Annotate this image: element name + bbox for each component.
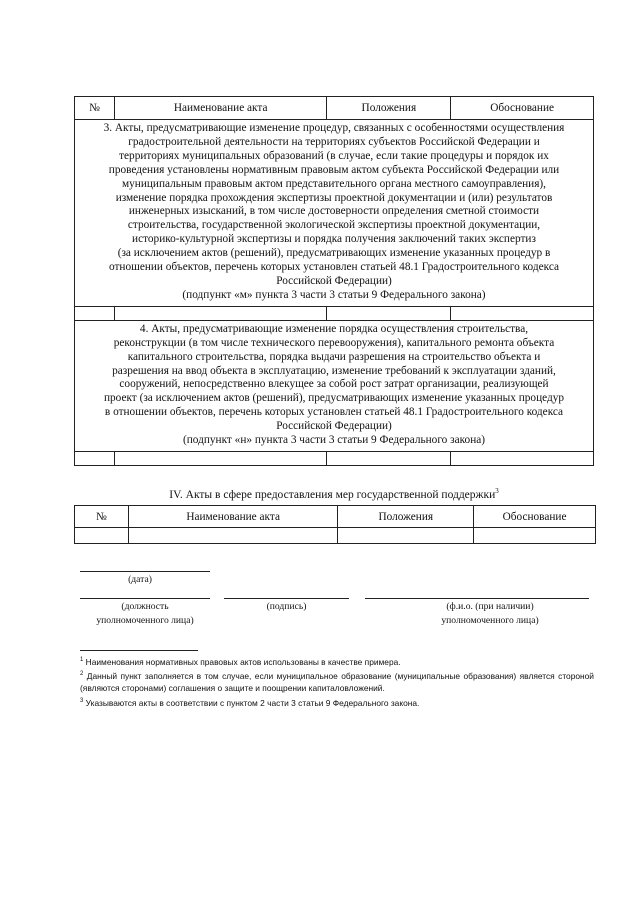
date-label: (дата) xyxy=(128,574,152,585)
table-cell xyxy=(75,528,129,544)
footnote-1: $^1$ Наименования нормативных правовых актов использованы в качестве примера. xyxy=(80,656,401,667)
acts-table xyxy=(74,96,594,466)
table-cell xyxy=(338,528,474,544)
footnote-2: $^2$ Данный пункт заполняется в том случае, если муниципальное образование (муниципальные образования) является стороной (являются сторонами) соглашения о защите и поощрении капиталовложений. xyxy=(80,670,594,694)
section-4-text: 4. Акты, предусматривающие изменение порядка осуществления строительства, реконструкции (в том числе технического перевооружения), капитального ремонта объекта капитального строительства, порядка выдачи разрешения на строительство объекта и разрешения на ввод объекта в эксплуатацию, изменение требований к эксплуатации зданий, сооружений, непосредственно влекущее за собой рост затрат организации, реализующей проект (за исключением актов (решений), предусматривающих изменение указанных процедур в отношении объектов, перечень которых установлен статьей 48.1 Градостроительного кодекса Российской Федерации) (подпункт «н» пункта 3 части 3 статьи 9 Федерального закона) xyxy=(75,320,594,451)
table-cell xyxy=(451,451,594,465)
column-header-number: № xyxy=(75,506,129,528)
signature-label: (подпись) xyxy=(266,601,307,612)
table-cell xyxy=(114,451,327,465)
footnote-separator xyxy=(80,650,198,651)
section-3-row xyxy=(75,120,594,307)
column-header-justification: Обоснование xyxy=(451,97,594,120)
table-header-row xyxy=(75,506,596,528)
table-row xyxy=(75,528,596,544)
table-cell xyxy=(327,451,451,465)
date-line xyxy=(80,571,210,572)
table-cell xyxy=(451,306,594,320)
table-cell xyxy=(474,528,596,544)
column-header-act-name: Наименование акта xyxy=(128,506,338,528)
name-label: (ф.и.о. (при наличии) уполномоченного лица) xyxy=(441,601,539,626)
table-cell xyxy=(128,528,338,544)
signature-line xyxy=(224,598,349,599)
section-3-text: 3. Акты, предусматривающие изменение процедур, связанных с особенностями осуществления градостроительной деятельности на территориях субъектов Российской Федерации и территориях муниципальных образований (в случае, если такие процедуры и порядок их проведения установлены нормативным правовым актом субъекта Российской Федерации или муниципальным правовым актом представительного органа местного самоуправления), изменение порядка прохождения экспертизы проектной документации и (или) результатов инженерных изысканий, в том числе достоверности определения сметной стоимости строительства, государственной экологической экспертизы проектной документации, историко-культурной экспертизы и порядка получения заключений таких экспертиз (за исключением актов (решений), предусматривающих изменение указанных процедур в отношении объектов, перечень которых установлен статьей 48.1 Градостроительного кодекса Российской Федерации) (подпункт «м» пункта 3 части 3 статьи 9 Федерального закона) xyxy=(75,120,594,307)
footnote-3: $^3$ Указываются акты в соответствии с пунктом 2 части 3 статьи 9 Федерального закона. xyxy=(80,697,420,708)
table-row xyxy=(75,306,594,320)
table-row xyxy=(75,451,594,465)
table-cell xyxy=(327,306,451,320)
section-iv-heading: IV. Акты в сфере предоставления мер государственной поддержки$^3$ xyxy=(169,487,499,501)
column-header-provisions: Положения xyxy=(338,506,474,528)
section-4-row xyxy=(75,320,594,451)
table-header-row xyxy=(75,97,594,120)
position-label: (должность уполномоченного лица) xyxy=(96,601,194,626)
table-cell xyxy=(75,451,115,465)
table-cell xyxy=(75,306,115,320)
column-header-act-name: Наименование акта xyxy=(114,97,327,120)
column-header-number: № xyxy=(75,97,115,120)
table-cell xyxy=(114,306,327,320)
name-line xyxy=(365,598,589,599)
column-header-provisions: Положения xyxy=(327,97,451,120)
column-header-justification: Обоснование xyxy=(474,506,596,528)
position-line xyxy=(80,598,210,599)
state-support-acts-table xyxy=(74,505,596,544)
